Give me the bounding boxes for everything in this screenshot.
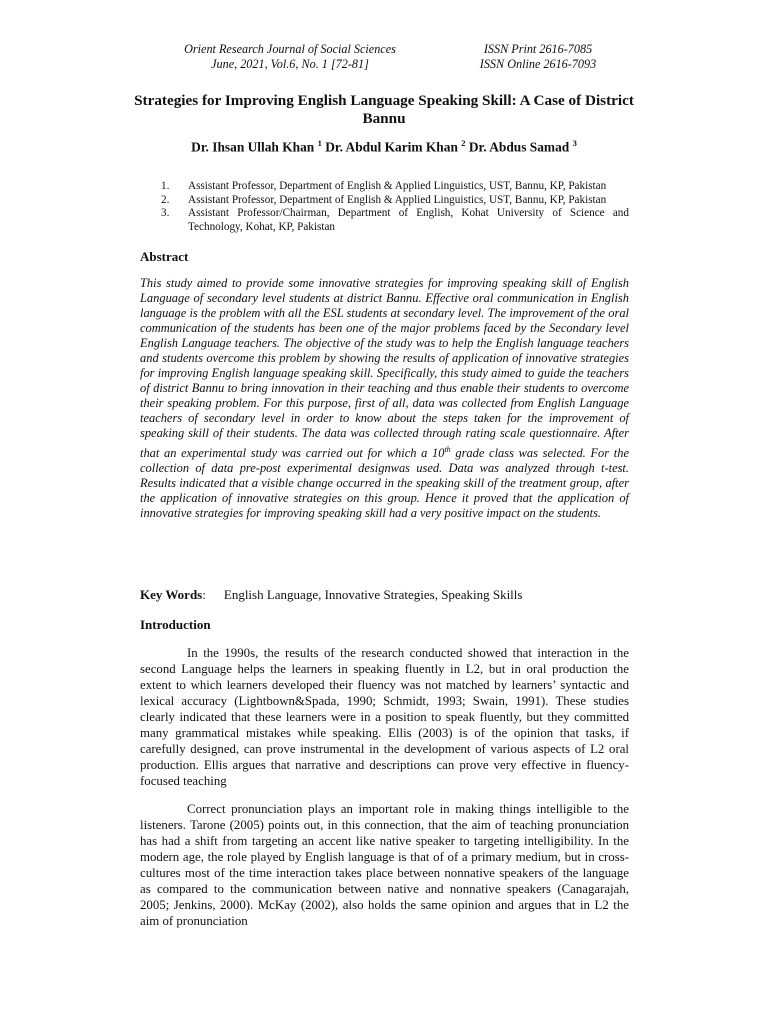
author-name: Dr. Ihsan Ullah Khan: [191, 139, 315, 155]
author-list: [80, 138, 688, 155]
affiliation-text: Assistant Professor/Chairman, Department of English, Kohat University of Science and Technology, Kohat, KP, Pakistan: [188, 207, 629, 233]
author-affiliation-mark: 1: [317, 138, 322, 148]
affiliation-item: [161, 180, 629, 194]
body-paragraph: In the 1990s, the results of the research conducted showed that interaction in the second Language helps the learners in speaking fluently in L2, but in oral production the extent to which learners developed their fluency was not matched by learners’ syntactic and lexical accuracy (Lightbown&Spada, 1990; Schmidt, 1993; Swain, 1991). These studies clearly indicated that these learners were in a position to speak fluently, but they committed many grammatical mistakes while speaking. Ellis (2003) is of the opinion that tasks, if carefully designed, can prove instrumental in the development of various aspects of L2 oral production. Ellis argues that narrative and descriptions can prove very effective in fluency-focused teaching: [140, 646, 629, 789]
affiliation-item: [161, 194, 629, 208]
issn-info: [448, 42, 628, 72]
author-name: Dr. Abdus Samad: [468, 139, 570, 155]
keywords-value: English Language, Innovative Strategies, Speaking Skills: [223, 587, 523, 602]
affiliation-item: [161, 207, 629, 234]
introduction-heading: Introduction: [140, 617, 211, 632]
affiliation-number: 2.: [161, 193, 170, 206]
author-affiliation-mark: 3: [572, 138, 577, 148]
paper-title: Strategies for Improving English Language Speaking Skill: A Case of District Bannu: [134, 92, 634, 127]
journal-info: [140, 42, 440, 72]
keywords-line: Key Words: English Language, Innovative Strategies, Speaking Skills: [140, 587, 523, 602]
abstract-text-part: grade class was selected. For the collection of data pre-post experimental designwas used. Data was analyzed through t-test. Results indicated that a visible change occurred in the speaking skill of the treatment group, after the application of innovative strategies on this group. Hence it proved that the application of innovative strategies for improving speaking skill had a very positive impact on the students.: [140, 445, 629, 520]
affiliation-text: Assistant Professor, Department of English & Applied Linguistics, UST, Bannu, KP, Pakistan: [188, 193, 607, 206]
abstract-heading: Abstract: [140, 249, 189, 264]
author-name: Dr. Abdul Karim Khan: [325, 139, 458, 155]
author-affiliation-mark: 2: [461, 138, 466, 148]
abstract-text-part: This study aimed to provide some innovative strategies for improving speaking skill of English Language of secondary level students at district Bannu. Effective oral communication in English language is the problem with all the ESL students at secondary level. The improvement of the oral communication of the students has been one of the major problems faced by the Secondary level English Language teachers. The objective of the study was to help the English language teachers and students overcome this problem by showing the results of application of innovative strategies for improving English language speaking skill. Specifically, this study aimed to guide the teachers of district Bannu to bring innovation in their teaching and thus enable their students to overcome their speaking problem. For this purpose, first of all, data was collected from English Language teachers of secondary level in order to know about the steps taken for the improvement of speaking skill of their students. The data was collected through rating scale questionnaire. After that an experimental study was carried out for which a 10: [140, 276, 629, 460]
affiliation-number: 1.: [161, 180, 170, 192]
journal-name: Orient Research Journal of Social Sciences: [184, 42, 396, 56]
running-header: [140, 42, 628, 72]
issn-print: ISSN Print 2616-7085: [483, 42, 593, 56]
keywords-label: Key Words: [140, 587, 203, 602]
issn-online: ISSN Online 2616-7093: [479, 57, 597, 71]
affiliation-list: [161, 180, 629, 234]
body-paragraph: Correct pronunciation plays an important role in making things intelligible to the listeners. Tarone (2005) points out, in this connection, that the aim of teaching pronunciation has had a shift from targeting an accent like native speaker to targeting intelligibility. In the modern age, the role played by English language is that of of a primary medium, but in cross-cultures most of the time interaction takes place between nonnative speakers of the language as compared to the communication between native and nonnative speakers (Canagarajah, 2005; Jenkins, 2000). McKay (2002), also holds the same opinion and argues that in L2 the aim of pronunciation: [140, 802, 629, 929]
journal-issue: June, 2021, Vol.6, No. 1 [72-81]: [211, 57, 369, 71]
affiliation-text: Assistant Professor, Department of English & Applied Linguistics, UST, Bannu, KP, Pakistan: [188, 180, 607, 192]
affiliation-number: 3.: [161, 207, 170, 219]
ordinal-suffix: th: [444, 444, 451, 454]
abstract-text: [140, 276, 629, 521]
